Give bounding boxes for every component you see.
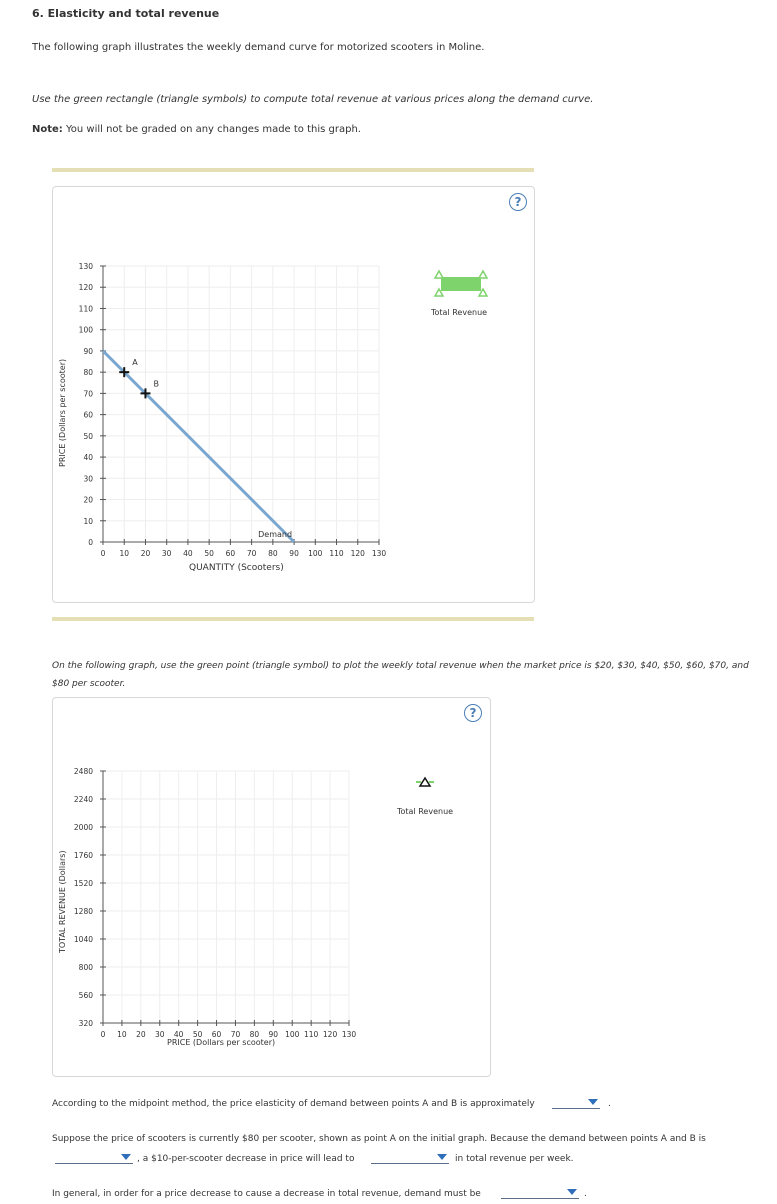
revenue-graph-panel xyxy=(52,697,491,1077)
x-tick-label: 80 xyxy=(249,1030,260,1039)
chevron-down-icon xyxy=(437,1154,447,1160)
total-revenue-rectangle-icon xyxy=(435,271,487,296)
y-tick-label: 0 xyxy=(88,538,93,547)
chevron-down-icon xyxy=(121,1154,131,1160)
help-icon[interactable]: ? xyxy=(509,193,527,211)
x-tick-label: 100 xyxy=(285,1030,300,1039)
x-tick-label: 110 xyxy=(303,1030,319,1039)
note-label: Note: xyxy=(32,124,63,135)
help-icon[interactable]: ? xyxy=(464,704,482,722)
x-tick-label: 50 xyxy=(192,1030,203,1039)
x-tick-label: 10 xyxy=(117,1030,127,1039)
demand-condition-dropdown[interactable] xyxy=(501,1187,579,1199)
demand-chart[interactable] xyxy=(53,187,534,602)
divider xyxy=(52,168,534,172)
note-text xyxy=(32,124,361,135)
x-tick-label: 70 xyxy=(246,549,257,558)
y-axis-label: TOTAL REVENUE (Dollars) xyxy=(58,850,67,953)
y-tick-label: 1520 xyxy=(73,879,93,888)
legend-label: Total Revenue xyxy=(397,807,454,816)
y-tick-label: 120 xyxy=(78,283,93,293)
total-revenue-chart[interactable] xyxy=(53,698,490,1076)
y-tick-label: 560 xyxy=(78,991,93,1000)
y-tick-label: 80 xyxy=(83,368,93,378)
question-2-text: Suppose the price of scooters is currently $80 per scooter, shown as point A on the initial graph. Because the demand between points A and B is xyxy=(52,1134,706,1144)
x-tick-label: 130 xyxy=(371,549,387,558)
x-tick-label: 110 xyxy=(329,549,344,558)
revenue-change-dropdown[interactable] xyxy=(371,1152,449,1164)
x-tick-label: 100 xyxy=(308,549,323,558)
x-tick-label: 0 xyxy=(100,549,106,558)
point-b-label: B xyxy=(153,379,159,389)
x-tick-label: 70 xyxy=(230,1030,241,1039)
x-tick-label: 120 xyxy=(322,1030,338,1039)
y-tick-label: 130 xyxy=(78,262,93,271)
elasticity-dropdown[interactable] xyxy=(552,1097,600,1109)
y-tick-label: 30 xyxy=(83,474,93,484)
note-body: You will not be graded on any changes made to this graph. xyxy=(62,124,361,135)
y-tick-label: 100 xyxy=(78,325,93,335)
x-tick-label: 30 xyxy=(154,1030,165,1039)
x-tick-label: 60 xyxy=(225,549,236,558)
question-1-text: According to the midpoint method, the price elasticity of demand between points A and B is approximately xyxy=(52,1099,535,1109)
y-tick-label: 1280 xyxy=(73,907,93,916)
y-tick-label: 90 xyxy=(83,346,93,356)
total-revenue-point-icon xyxy=(416,778,434,786)
x-tick-label: 40 xyxy=(183,549,193,558)
y-tick-label: 60 xyxy=(83,410,93,420)
question-2-end: in total revenue per week. xyxy=(455,1154,574,1164)
x-tick-label: 80 xyxy=(268,549,278,558)
y-axis-label: PRICE (Dollars per scooter) xyxy=(58,358,67,467)
y-tick-label: 40 xyxy=(83,453,93,463)
graph2-instruction: On the following graph, use the green point (triangle symbol) to plot the weekly total revenue when the market price is $20, $30, $40, $50, $60, $70, and $80 per scooter. xyxy=(52,661,749,689)
x-tick-label: 20 xyxy=(136,1030,146,1039)
demand-curve-label: Demand xyxy=(258,530,293,539)
y-tick-label: 10 xyxy=(83,516,93,526)
x-tick-label: 90 xyxy=(268,1030,279,1039)
x-tick-label: 120 xyxy=(350,549,365,558)
y-tick-label: 2240 xyxy=(73,795,93,804)
x-axis-label: PRICE (Dollars per scooter) xyxy=(167,1038,276,1047)
x-tick-label: 40 xyxy=(173,1030,184,1039)
x-tick-label: 90 xyxy=(289,549,299,558)
question-2-mid: , a $10-per-scooter decrease in price will lead to xyxy=(137,1154,355,1164)
demand-type-dropdown[interactable] xyxy=(55,1152,133,1164)
legend-label: Total Revenue xyxy=(431,308,488,317)
x-tick-label: 0 xyxy=(100,1030,106,1039)
question-3-end: . xyxy=(584,1189,587,1199)
y-tick-label: 1040 xyxy=(73,935,93,944)
y-tick-label: 2000 xyxy=(73,823,93,832)
question-title: 6. Elasticity and total revenue xyxy=(32,7,220,20)
y-tick-label: 50 xyxy=(83,431,93,441)
x-tick-label: 60 xyxy=(211,1030,222,1039)
chevron-down-icon xyxy=(588,1099,598,1105)
x-tick-label: 30 xyxy=(161,549,172,558)
y-tick-label: 110 xyxy=(78,304,93,314)
y-tick-label: 2480 xyxy=(73,767,93,776)
chevron-down-icon xyxy=(567,1189,577,1195)
x-tick-label: 50 xyxy=(204,549,214,558)
divider xyxy=(52,617,534,621)
instruction-text: Use the green rectangle (triangle symbols) to compute total revenue at various prices along the demand curve. xyxy=(32,94,594,105)
y-tick-label: 1760 xyxy=(73,851,93,860)
question-3-text: In general, in order for a price decrease to cause a decrease in total revenue, demand must be xyxy=(52,1189,481,1199)
y-tick-label: 320 xyxy=(78,1019,93,1028)
question-1-end: . xyxy=(608,1099,611,1109)
y-tick-label: 70 xyxy=(83,389,93,399)
x-tick-label: 130 xyxy=(341,1030,357,1039)
x-tick-label: 10 xyxy=(119,549,130,558)
y-tick-label: 800 xyxy=(78,963,93,972)
intro-text: The following graph illustrates the weekly demand curve for motorized scooters in Moline. xyxy=(32,42,485,53)
x-axis-label: QUANTITY (Scooters) xyxy=(189,563,284,573)
demand-graph-panel xyxy=(52,186,535,603)
demand-curve xyxy=(103,351,294,542)
point-a-label: A xyxy=(132,358,138,368)
x-tick-label: 20 xyxy=(140,549,151,558)
y-tick-label: 20 xyxy=(83,495,93,505)
